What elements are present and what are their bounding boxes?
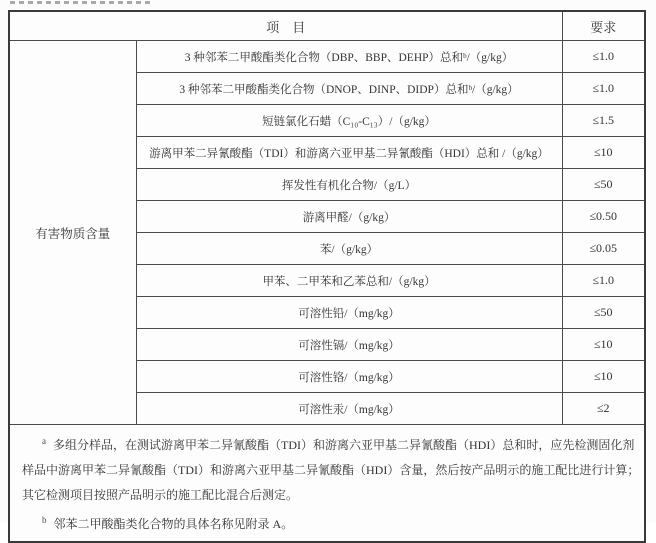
- requirement-cell: ≤1.0: [562, 73, 645, 105]
- table-header-row: [9, 11, 645, 41]
- table-row: [9, 41, 645, 73]
- item-cell: 3 种邻苯二甲酸酯类化合物（DNOP、DINP、DIDP）总和ᵇ/（g/kg）: [136, 73, 562, 105]
- hazardous-substance-limits-table: [8, 10, 646, 543]
- item-cell: 可溶性铅/（mg/kg）: [136, 297, 562, 329]
- requirement-cell: ≤2: [562, 393, 645, 425]
- column-header-item: 项 目: [9, 11, 562, 41]
- requirement-cell: ≤50: [562, 297, 645, 329]
- footnote-row: [9, 425, 645, 543]
- requirement-cell: ≤10: [562, 329, 645, 361]
- item-cell: 挥发性有机化合物/（g/L）: [136, 169, 562, 201]
- column-header-requirement: 要求: [562, 11, 645, 41]
- requirement-cell: ≤1.0: [562, 265, 645, 297]
- footnote-a-line1: [22, 429, 634, 458]
- item-cell: 3 种邻苯二甲酸酯类化合物（DBP、BBP、DEHP）总和ᵇ/（g/kg）: [136, 41, 562, 73]
- item-cell: 短链氯化石蜡（C₁₀-C₁₃）/（g/kg）: [136, 105, 562, 137]
- item-cell: 游离甲苯二异氰酸酯（TDI）和游离六亚甲基二异氰酸酯（HDI）总和 /（g/kg）: [136, 137, 562, 169]
- requirement-cell: ≤1.5: [562, 105, 645, 137]
- item-cell: 游离甲醛/（g/kg）: [136, 201, 562, 233]
- item-cell: 可溶性汞/（mg/kg）: [136, 393, 562, 425]
- item-cell: 可溶性铬/（mg/kg）: [136, 361, 562, 393]
- requirement-cell: ≤0.50: [562, 201, 645, 233]
- footnote-a-text1: 多组分样品，在测试游离甲苯二异氰酸酯（TDI）和游离六亚甲基二异氰酸酯（HDI）总和时，应先检测固化剂: [53, 438, 635, 452]
- item-cell: 苯/（g/kg）: [136, 233, 562, 265]
- item-cell: 可溶性镉/（mg/kg）: [136, 329, 562, 361]
- clipped-caption-fragment: [10, 1, 152, 4]
- footnote-b-line: [22, 508, 634, 537]
- requirement-cell: ≤1.0: [562, 41, 645, 73]
- footnote-b-text: 邻苯二甲酸酯类化合物的具体名称见附录 A。: [53, 517, 294, 531]
- footnote-a-marker: a: [42, 436, 46, 446]
- footnote-b-marker: b: [42, 515, 47, 525]
- requirement-cell: ≤10: [562, 361, 645, 393]
- footnote-a-line3: 其它检测项目按照产品明示的施工配比混合后测定。: [22, 488, 299, 502]
- footnote-a-line2: 样品中游离甲苯二异氰酸酯（TDI）和游离六亚甲基二异氰酸酯（HDI）含量，然后按产品明示的施工配比进行计算；: [22, 463, 640, 477]
- footnotes-cell: [9, 425, 645, 543]
- requirement-cell: ≤50: [562, 169, 645, 201]
- category-cell: 有害物质含量: [9, 41, 136, 425]
- requirement-cell: ≤0.05: [562, 233, 645, 265]
- requirement-cell: ≤10: [562, 137, 645, 169]
- item-cell: 甲苯、二甲苯和乙苯总和/（g/kg）: [136, 265, 562, 297]
